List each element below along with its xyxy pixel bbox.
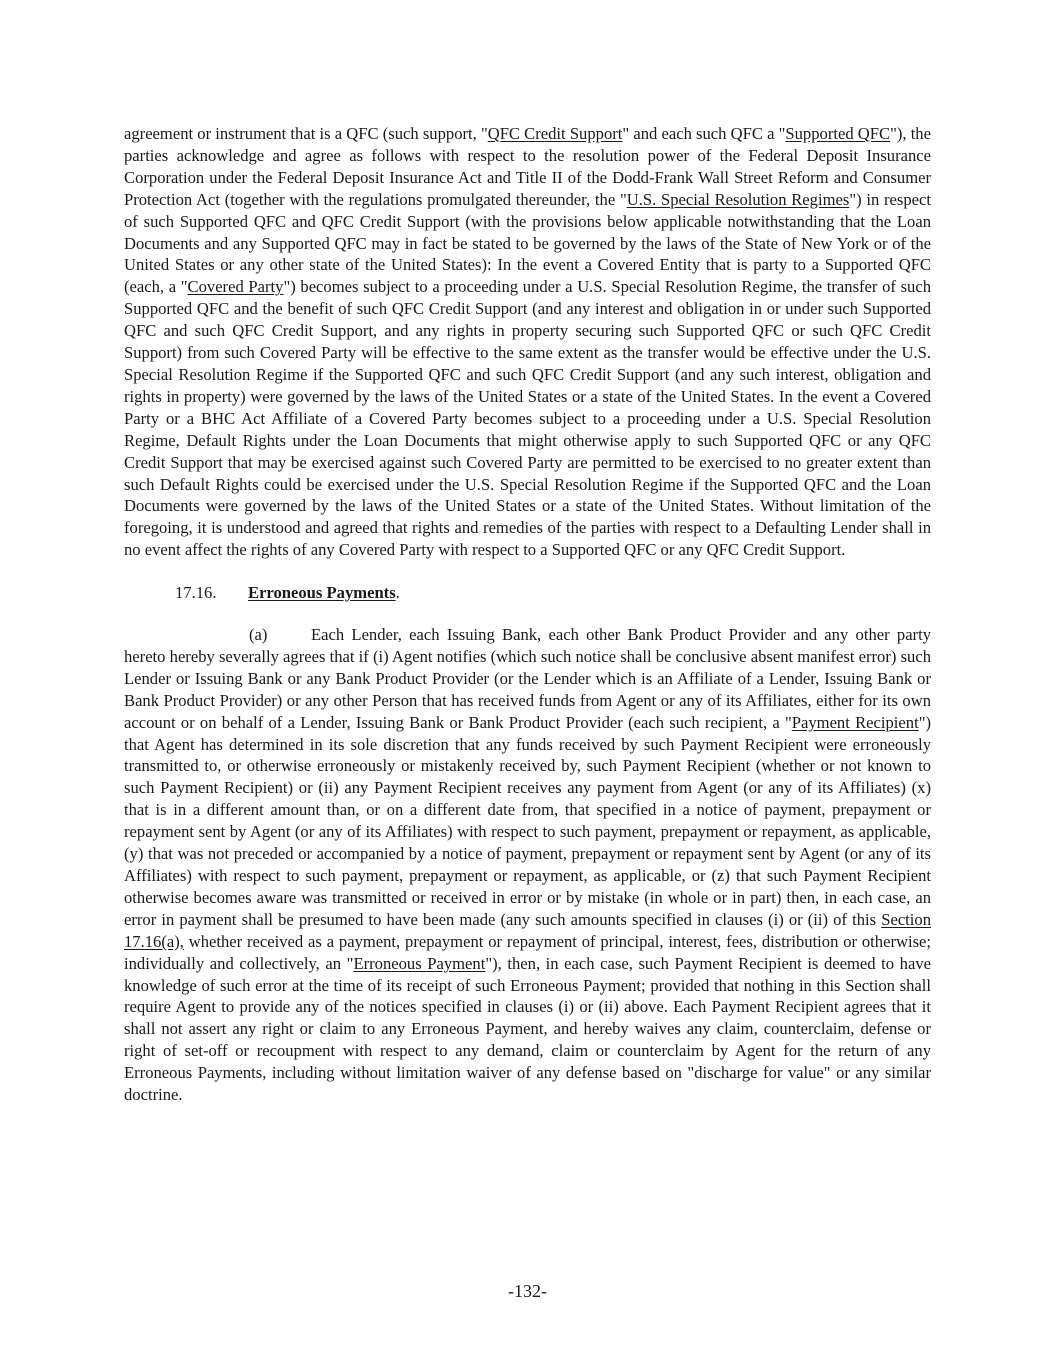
cross-reference-section: Section 17.16(a), <box>124 909 931 951</box>
defined-term-qfc-credit-support: QFC Credit Support <box>487 124 623 143</box>
section-title-period: . <box>395 583 400 603</box>
text-segment: ") in respect of such Supported QFC and QFC Credit Support (with the provisions below applicable notwithstanding that the Loan Documents and any Supported QFC may in fact be stated to be governed by the laws of the State of New York or of the United States or any other state of the United States): In the event a Covered Entity that is party to a Supported QFC (each, a " <box>124 189 932 297</box>
text-segment: ") becomes subject to a proceeding under a U.S. Special Resolution Regime, the transfer of such Supported QFC and the benefit of such QFC Credit Support (and any interest and obligation in or under such Supported QFC and such QFC Credit Support, and any rights in property securing such Supported QFC or such QFC Credit Support) from such Covered Party will be effective to the same extent as the transfer would be effective under the U.S. Special Resolution Regime if the Supported QFC and such QFC Credit Support (and any such interest, obligation and rights in property) were governed by the laws of the United States or a state of the United States. In the event a Covered Party or a BHC Act Affiliate of a Covered Party becomes subject to a proceeding under a U.S. Special Resolution Regime, Default Rights under the Loan Documents that might otherwise apply to such Supported QFC or any QFC Credit Support that may be exercised against such Covered Party are permitted to be exercised to no greater extent than such Default Rights could be exercised under the U.S. Special Resolution Regime if the Supported QFC and the Loan Documents were governed by the laws of the United States or a state of the United States. Without limitation of the foregoing, it is understood and agreed that rights and remedies of the parties with respect to a Defaulting Lender shall in no event affect the rights of any Covered Party with respect to a Supported QFC or any QFC Credit Support. <box>124 277 932 560</box>
defined-term-payment-recipient: Payment Recipient <box>791 712 919 732</box>
section-number: 17.16. <box>175 583 217 603</box>
document-page <box>124 123 931 1106</box>
text-segment: "), the parties acknowledge and agree as follows with respect to the resolution power of the Federal Deposit Insurance Corporation under the Federal Deposit Insurance Act and Title II of the Dodd-Frank Wall Street Reform and Consumer Protection Act (together with the regulations promulgated thereunder, the " <box>124 124 931 209</box>
paragraph-erroneous-payments-a <box>124 624 931 1106</box>
defined-term-covered-party: Covered Party <box>187 277 284 297</box>
text-segment: " and each such QFC a " <box>622 124 786 143</box>
defined-term-us-special-resolution-regimes: U.S. Special Resolution Regimes <box>626 189 850 209</box>
text-segment: agreement or instrument that is a QFC (such support, " <box>124 124 488 143</box>
text-segment: Each Lender, each Issuing Bank, each other Bank Product Provider and any other party hereto hereby severally agrees that if (i) Agent notifies (which such notice shall be conclusive absent manifest error) such Lender or Issuing Bank or any Bank Product Provider (or the Lender which is an Affiliate of a Lender, Issuing Bank or Bank Product Provider) or any other Person that has received funds from Agent or any of its Affiliates, either for its own account or on behalf of a Lender, Issuing Bank or Bank Product Provider (each such recipient, a " <box>124 625 931 732</box>
page-number: -132- <box>508 1281 547 1301</box>
clause-label: (a) <box>249 625 268 645</box>
text-segment: "), then, in each case, such Payment Recipient is deemed to have knowledge of such error at the time of its receipt of such Erroneous Payment; provided that nothing in this Section shall require Agent to provide any of the notices specified in clauses (i) or (ii) above. Each Payment Recipient agrees that it shall not assert any right or claim to any Erroneous Payment, and hereby waives any claim, counterclaim, defense or right of set-off or recoupment with respect to any demand, claim or counterclaim by Agent for the return of any Erroneous Payments, including without limitation waiver of any defense based on "discharge for value" or any similar doctrine. <box>124 953 931 1105</box>
text-segment: whether received as a payment, prepayment or repayment of principal, interest, fees, distribution or otherwise; individually and collectively, an " <box>124 931 931 973</box>
section-heading <box>124 582 931 604</box>
defined-term-erroneous-payment: Erroneous Payment <box>353 953 486 973</box>
text-segment: ") that Agent has determined in its sole discretion that any funds received by such Payment Recipient were erroneously transmitted to, or otherwise erroneously or mistakenly received by, such Payment Recipient (whether or not known to such Payment Recipient) or (ii) any Payment Recipient receives any payment from Agent (or any of its Affiliates) (x) that is in a different amount than, or on a different date from, that specified in a notice of payment, prepayment or repayment sent by Agent (or any of its Affiliates) with respect to such payment, prepayment or repayment, as applicable, (y) that was not preceded or accompanied by a notice of payment, prepayment or repayment sent by Agent (or any of its Affiliates) with respect to such payment, prepayment or repayment, as applicable, or (z) that such Payment Recipient otherwise becomes aware was transmitted or received in error or by mistake (in whole or in part) then, in each case, an error in payment shall be presumed to have been made (any such amounts specified in clauses (i) or (ii) of this <box>124 712 931 929</box>
section-title: Erroneous Payments <box>248 583 396 603</box>
defined-term-supported-qfc: Supported QFC <box>785 124 891 143</box>
paragraph-qfc-recognition <box>124 123 931 561</box>
